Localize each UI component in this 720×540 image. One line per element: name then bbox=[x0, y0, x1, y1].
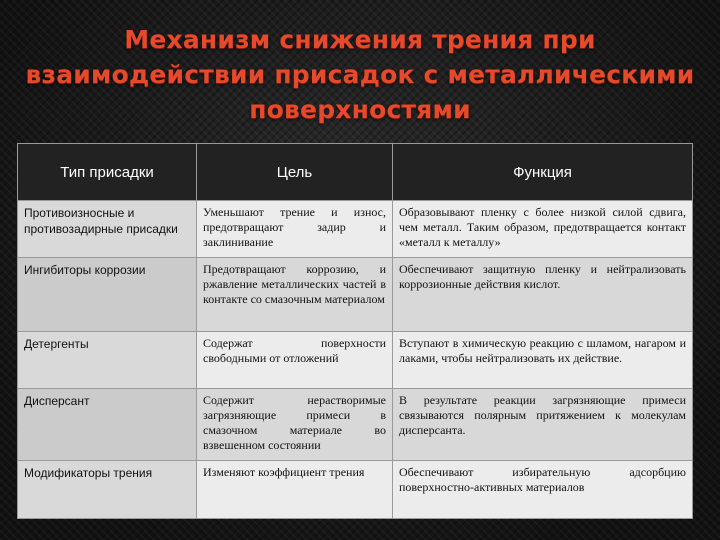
slide-title: Механизм снижения трения при взаимодействии присадок с металлическими поверхностями bbox=[25, 25, 695, 124]
cell-goal: Уменьшают трение и износ, предотвращают задир и заклинивание bbox=[197, 201, 393, 258]
cell-function: Обеспечивают защитную пленку и нейтрализовать коррозионные действия кислот. bbox=[393, 258, 693, 332]
cell-goal: Содержит нерастворимые загрязняющие примеси в смазочном материале во взвешенном состоянии bbox=[197, 389, 393, 461]
cell-function: Вступают в химическую реакцию с шламом, нагаром и лаками, чтобы нейтрализовать их действие. bbox=[393, 332, 693, 389]
table-row bbox=[18, 201, 693, 258]
cell-function: Обеспечивают избирательную адсорбцию поверхностно-активных материалов bbox=[393, 461, 693, 519]
cell-function: Образовывают пленку с более низкой силой сдвига, чем металл. Таким образом, предотвращается контакт «металл к металлу» bbox=[393, 201, 693, 258]
header-function: Функция bbox=[393, 144, 693, 201]
table-row bbox=[18, 258, 693, 332]
table-header-row bbox=[18, 144, 693, 201]
header-type: Тип присадки bbox=[18, 144, 197, 201]
cell-type: Ингибиторы коррозии bbox=[18, 258, 197, 332]
table-row bbox=[18, 332, 693, 389]
additives-table bbox=[17, 143, 693, 519]
header-goal: Цель bbox=[197, 144, 393, 201]
cell-type: Дисперсант bbox=[18, 389, 197, 461]
table-row bbox=[18, 461, 693, 519]
cell-type: Модификаторы трения bbox=[18, 461, 197, 519]
cell-goal: Содержат поверхности свободными от отложений bbox=[197, 332, 393, 389]
cell-type: Детергенты bbox=[18, 332, 197, 389]
cell-goal: Предотвращают коррозию, и ржавление металлических частей в контакте со смазочным материалом bbox=[197, 258, 393, 332]
cell-function: В результате реакции загрязняющие примеси связываются полярным притяжением к молекулам дисперсанта. bbox=[393, 389, 693, 461]
cell-type: Противоизносные и противозадирные присадки bbox=[18, 201, 197, 258]
table-row bbox=[18, 389, 693, 461]
cell-goal: Изменяют коэффициент трения bbox=[197, 461, 393, 519]
